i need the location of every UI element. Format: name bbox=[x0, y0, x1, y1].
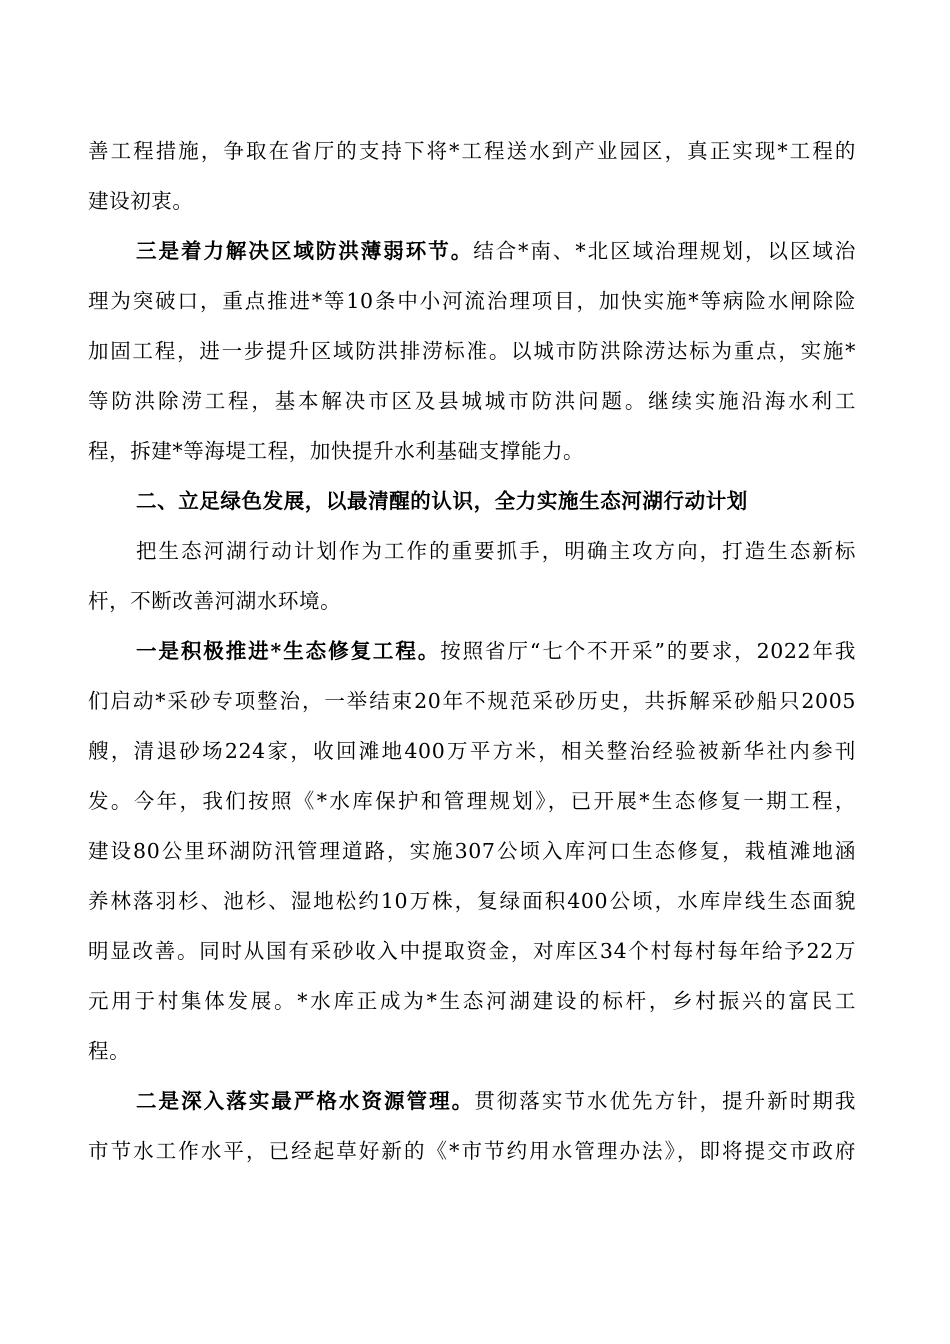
body-line bbox=[88, 186, 856, 216]
line-text: 加固工程，进一步提升区域防洪排涝标准。以城市防洪除涝达标为重点，实施* bbox=[88, 339, 856, 363]
subheading-line bbox=[136, 1086, 856, 1116]
line-text: 善工程措施，争取在省厅的支持下将*工程送水到产业园区，真正实现*工程的 bbox=[88, 139, 856, 163]
line-text: 杆，不断改善河湖水环境。 bbox=[88, 589, 342, 613]
body-line bbox=[88, 686, 856, 716]
body-line bbox=[88, 586, 856, 616]
section-heading-text: 二、立足绿色发展，以最清醒的认识，全力实施生态河湖行动计划 bbox=[136, 489, 748, 513]
line-text: 养林落羽杉、池杉、湿地松约10万株，复绿面积400公顷，水库岸线生态面貌 bbox=[88, 889, 856, 913]
line-text: 等防洪除涝工程，基本解决市区及县城城市防洪问题。继续实施沿海水利工 bbox=[88, 389, 856, 413]
body-line bbox=[136, 536, 856, 566]
subheading-bold: 一是积极推进*生态修复工程。 bbox=[136, 639, 441, 663]
line-text: 们启动*采砂专项整治，一举结束20年不规范采砂历史，共拆解采砂船只2005 bbox=[88, 689, 856, 713]
line-text: 明显改善。同时从国有采砂收入中提取资金，对库区34个村每村每年给予22万 bbox=[88, 939, 856, 963]
body-line bbox=[88, 786, 856, 816]
line-text: 结合*南、*北区域治理规划，以区域治 bbox=[473, 239, 856, 263]
line-text: 市节水工作水平，已经起草好新的《*市节约用水管理办法》，即将提交市政府 bbox=[88, 1139, 856, 1163]
line-text: 按照省厅“七个不开采”的要求，2022年我 bbox=[440, 639, 856, 663]
line-text: 理为突破口，重点推进*等10条中小河流治理项目，加快实施*等病险水闸除险 bbox=[88, 289, 856, 313]
body-line bbox=[88, 436, 856, 466]
line-text: 程。 bbox=[88, 1039, 131, 1063]
body-line bbox=[88, 736, 856, 766]
body-line bbox=[88, 1136, 856, 1166]
body-line bbox=[88, 386, 856, 416]
body-line bbox=[88, 336, 856, 366]
subheading-line bbox=[136, 236, 856, 266]
line-text: 发。今年，我们按照《*水库保护和管理规划》，已开展*生态修复一期工程， bbox=[88, 789, 856, 813]
line-text: 贯彻落实节水优先方针，提升新时期我 bbox=[474, 1089, 857, 1113]
section-heading bbox=[136, 486, 856, 516]
body-line bbox=[88, 886, 856, 916]
line-text: 元用于村集体发展。*水库正成为*生态河湖建设的标杆，乡村振兴的富民工 bbox=[88, 989, 856, 1013]
line-text: 建设80公里环湖防汛管理道路，实施307公顷入库河口生态修复，栽植滩地涵 bbox=[88, 839, 856, 863]
line-text: 建设初衷。 bbox=[88, 189, 194, 213]
subheading-bold: 二是深入落实最严格水资源管理。 bbox=[136, 1089, 475, 1113]
body-line bbox=[88, 836, 856, 866]
line-text: 艘，清退砂场224家，收回滩地400万平方米，相关整治经验被新华社内参刊 bbox=[88, 739, 856, 763]
body-line bbox=[88, 986, 856, 1016]
body-line bbox=[88, 286, 856, 316]
body-line bbox=[88, 936, 856, 966]
line-text: 把生态河湖行动计划作为工作的重要抓手，明确主攻方向，打造生态新标 bbox=[136, 539, 856, 563]
body-line bbox=[88, 136, 856, 166]
subheading-line bbox=[136, 636, 856, 666]
body-line bbox=[88, 1036, 856, 1066]
subheading-bold: 三是着力解决区域防洪薄弱环节。 bbox=[136, 239, 474, 263]
line-text: 程，拆建*等海堤工程，加快提升水利基础支撑能力。 bbox=[88, 439, 585, 463]
